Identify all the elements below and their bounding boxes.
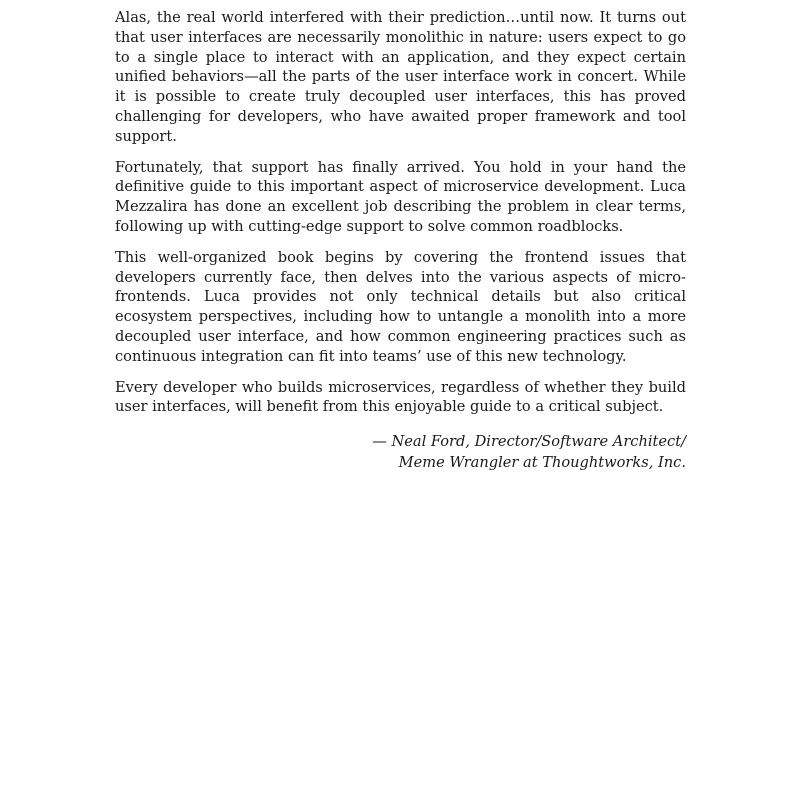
signature-name-title: — Neal Ford, Director/Software Architect/	[372, 433, 686, 451]
foreword-paragraph-3: This well-organized book begins by covering the frontend issues that developers currently face, then delves into the various aspects of micro-frontends. Luca provides not only technical details but also critical ecosystem perspectives, including how to untangle a monolith into a more decoupled user interface, and how common engineering practices such as continuous integration can fit into teams’ use of this new technology.	[115, 248, 686, 365]
foreword-paragraph-4: Every developer who builds microservices, regardless of whether they build user interfaces, will benefit from this enjoyable guide to a critical subject.	[115, 378, 686, 416]
foreword-page	[115, 8, 686, 473]
foreword-paragraph-2: Fortunately, that support has finally arrived. You hold in your hand the definitive guide to this important aspect of microservice development. Luca Mezzalira has done an excellent job describing the problem in clear terms, following up with cutting-edge support to solve common roadblocks.	[115, 158, 686, 235]
signature-affiliation: Meme Wrangler at Thoughtworks, Inc.	[398, 454, 686, 472]
foreword-paragraph-1: Alas, the real world interfered with their prediction…until now. It turns out that user interfaces are necessarily monolithic in nature: users expect to go to a single place to interact with an application, and they expect certain unified behaviors—all the parts of the user interface work in concert. While it is possible to create truly decoupled user interfaces, this has proved challenging for developers, who have awaited proper framework and tool support.	[115, 9, 686, 145]
foreword-signature	[115, 431, 686, 473]
